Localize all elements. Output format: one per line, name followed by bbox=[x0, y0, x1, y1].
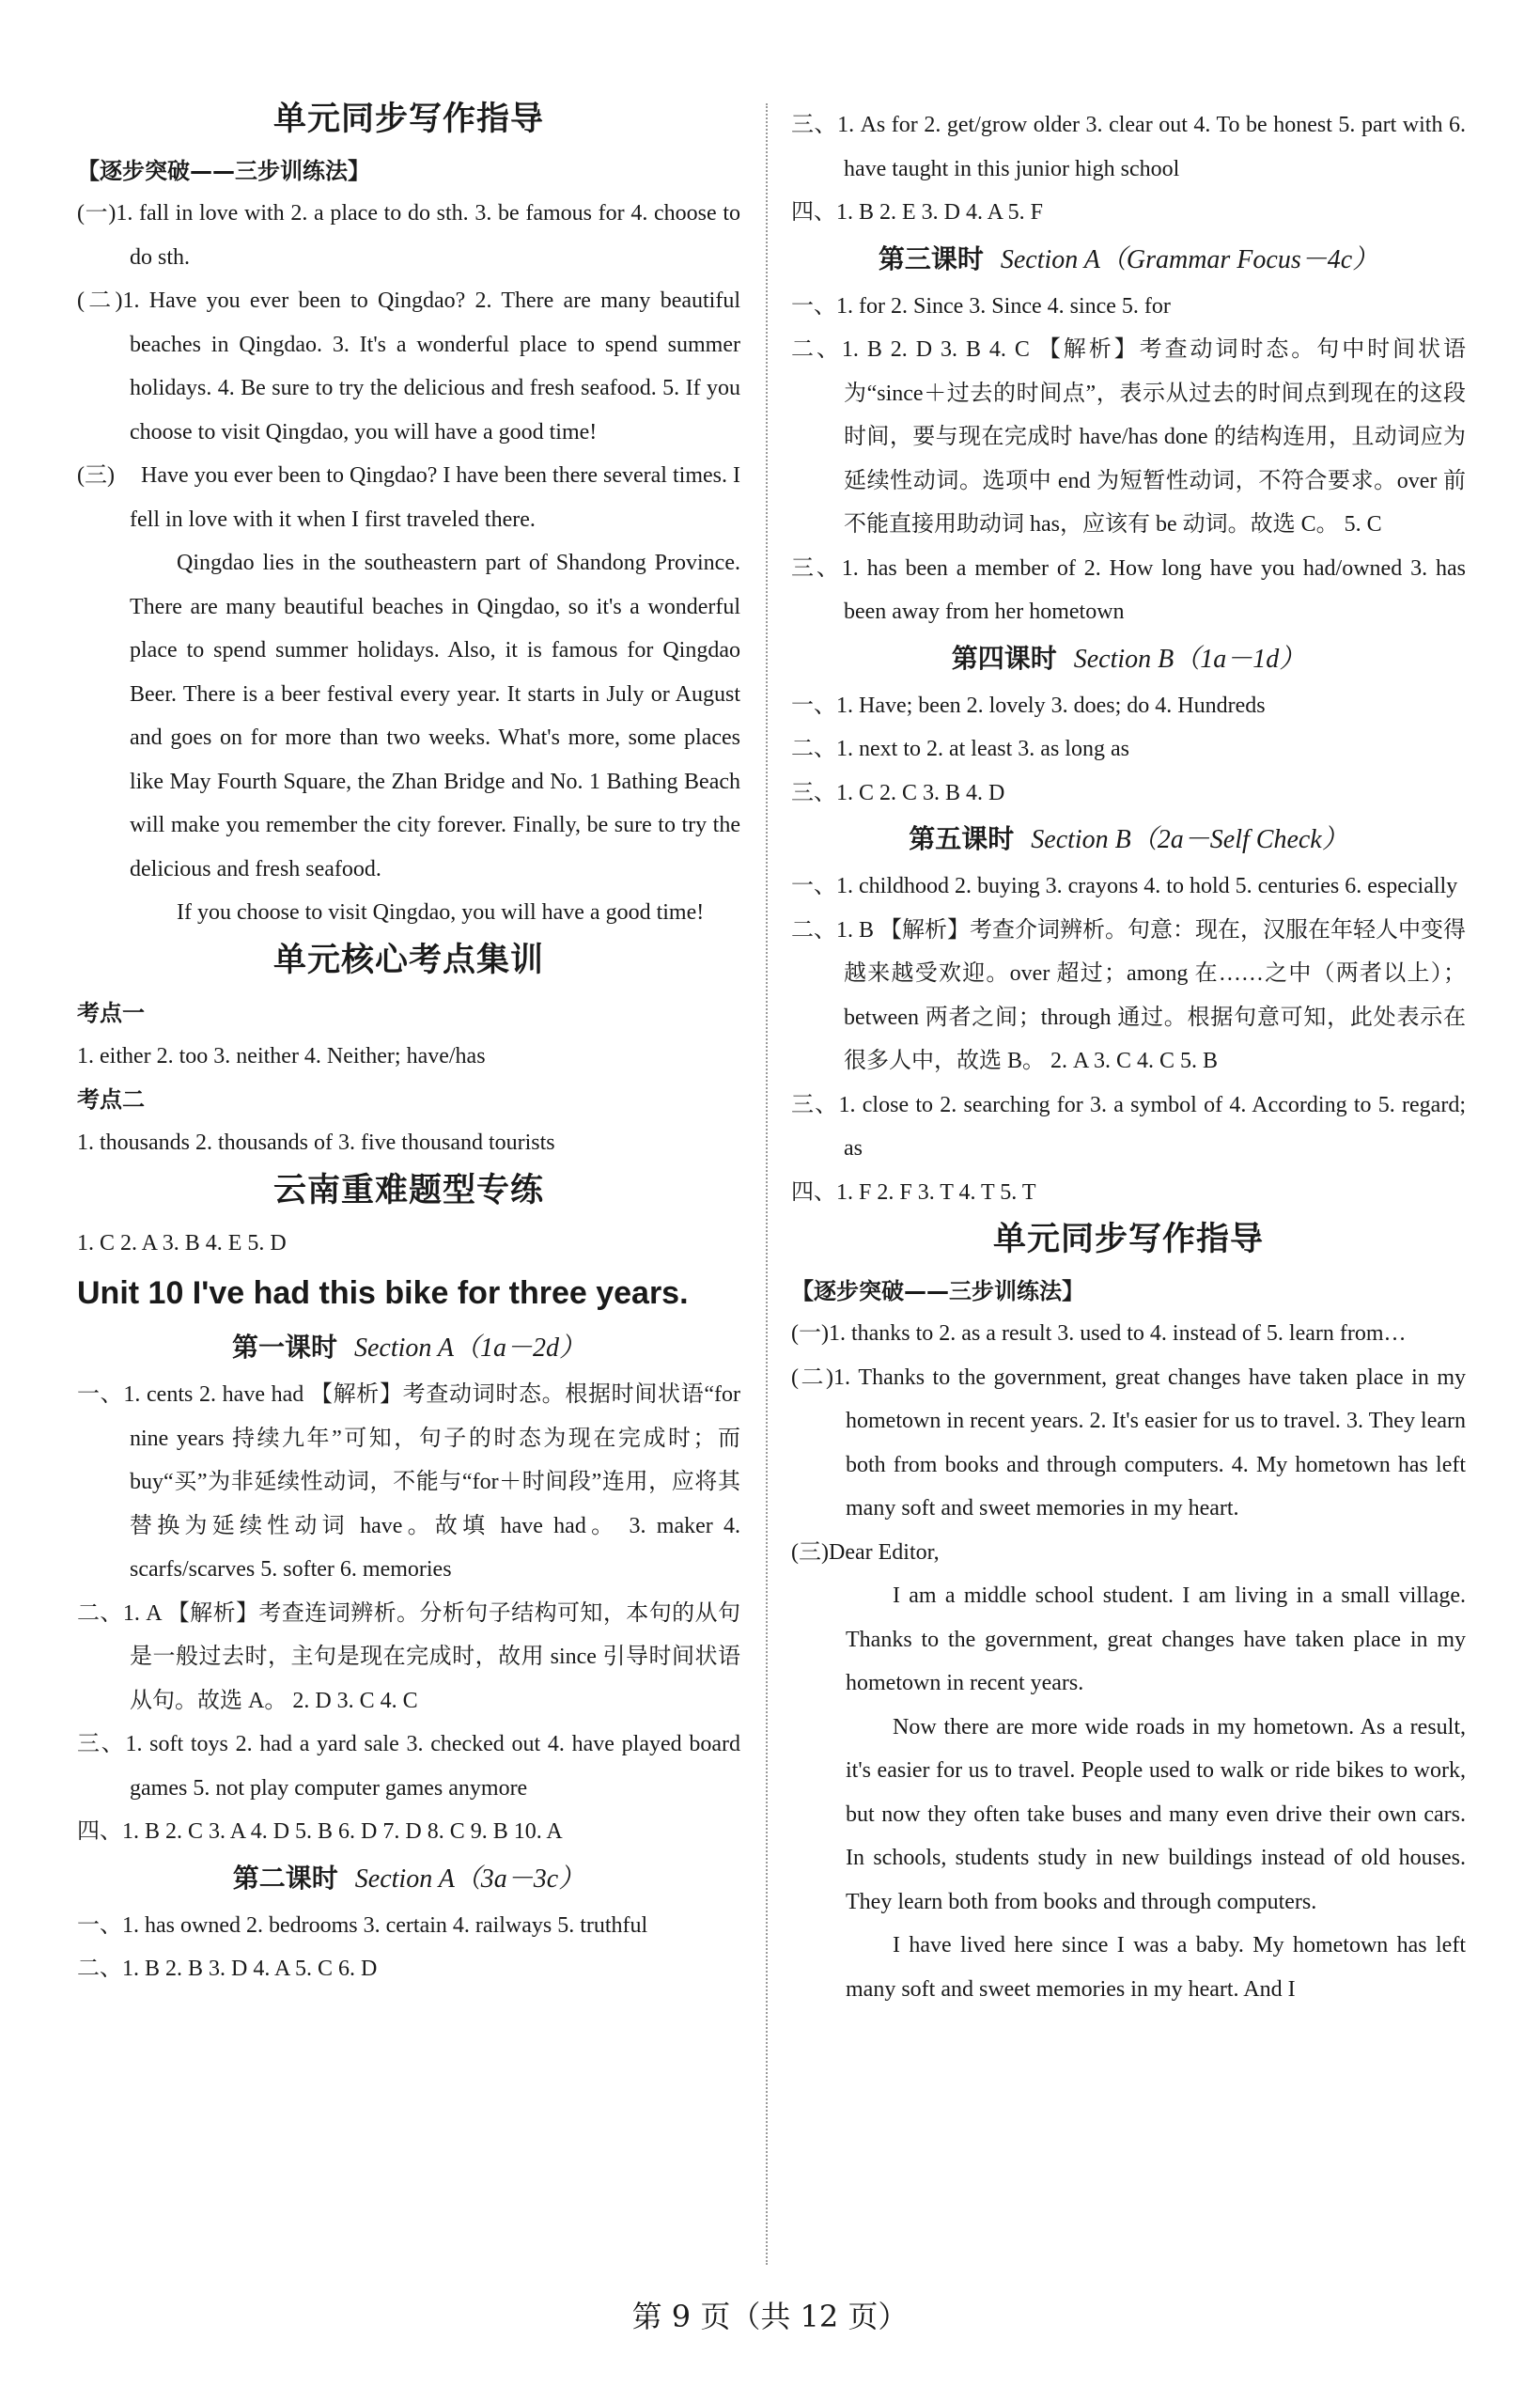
lesson-1-part-1: 一、1. cents 2. have had 【解析】考查动词时态。根据时间状语“for nine years 持续九年”可知，句子的时态为现在完成时；而 buy“买”为非延续性动词，不能与“for＋时间段”连用，应将其替换为延续性动词 have。故填 have had。 3. maker 4. scarfs/scarves 5. softer 6. memories bbox=[77, 1382, 740, 1582]
lesson-1-heading: 第一课时 Section A（1a－2d） bbox=[231, 1332, 586, 1363]
lesson-2-part-2: 二、1. B 2. B 3. D 4. A 5. C 6. D bbox=[77, 1957, 378, 1981]
writing2-part-3-label: (三) bbox=[791, 1539, 829, 1565]
section-title-writing: 单元同步写作指导 bbox=[272, 101, 544, 138]
writing-part-1: (一)1. fall in love with 2. a place to do sth. 3. be famous for 4. choose to do sth. bbox=[77, 201, 740, 270]
letter-paragraph: I have lived here since I was a baby. My hometown has left many soft and sweet memories in my heart. And I bbox=[846, 1933, 1466, 2002]
writing2-part-1: (一)1. thanks to 2. as a result 3. used to 4. instead of 5. learn from… bbox=[791, 1321, 1407, 1346]
left-column bbox=[77, 94, 740, 1991]
lesson-5-part-2: 二、1. B 【解析】考查介词辨析。句意：现在，汉服在年轻人中变得越来越受欢迎。over 超过；among 在……之中（两者以上）；between 两者之间；through 通过。根据句意可知，此处表示在很多人中，故选 B。 2. A 3. C 4. C 5. B bbox=[791, 917, 1467, 1073]
lesson-5-heading: 第五课时 Section B（2a－Self Check） bbox=[909, 823, 1348, 854]
writing2-part-3-greeting bbox=[791, 1531, 1466, 1575]
right-column bbox=[791, 103, 1466, 2011]
lesson-1-part-4: 四、1. B 2. C 3. A 4. D 5. B 6. D 7. D 8. C 9. B 10. A bbox=[77, 1819, 563, 1844]
lesson-2-heading: 第二课时 Section A（3a－3c） bbox=[232, 1862, 585, 1894]
writing-part-3-label: (三) bbox=[77, 463, 116, 488]
writing-part-3-p1 bbox=[77, 454, 740, 541]
letter-paragraph: Now there are more wide roads in my hometown. As a result, it's easier for us to travel. People used to walk or ride bikes to work, but now they often take buses and many even drive their own cars. In schools, students study in new buildings instead of old houses. They learn both from books and through computers. bbox=[846, 1714, 1466, 1914]
kaodian-2-answers: 1. thousands 2. thousands of 3. five thousand tourists bbox=[77, 1131, 555, 1155]
step-label: 【逐步突破——三步训练法】 bbox=[77, 158, 370, 184]
lesson-4-part-2: 二、1. next to 2. at least 3. as long as bbox=[791, 737, 1129, 761]
lesson-5-part-1: 一、1. childhood 2. buying 3. crayons 4. to hold 5. centuries 6. especially bbox=[791, 874, 1458, 898]
lesson-2-part-3: 三、1. As for 2. get/grow older 3. clear out 4. To be honest 5. part with 6. have taught in this junior high school bbox=[791, 113, 1466, 181]
writing-part-2: (二)1. Have you ever been to Qingdao? 2. There are many beautiful beaches in Qingdao. 3. It's a wonderful place to spend summer holidays. 4. Be sure to try the delicious and fresh seafood. 5. If you choose to visit Qingdao, you will have a good time! bbox=[77, 289, 740, 445]
writing2-part-2: (二)1. Thanks to the government, great changes have taken place in my hometown in recent years. 2. It's easier for us to travel. 3. They learn both from books and through computers. 4. My hometown has left many soft and sweet memories in my heart. bbox=[791, 1365, 1466, 1521]
column-divider bbox=[766, 103, 768, 2265]
page-number: 第 9 页（共 12 页） bbox=[631, 2299, 909, 2334]
lesson-3-part-2: 二、1. B 2. D 3. B 4. C 【解析】考查动词时态。句中时间状语为“since＋过去的时间点”，表示从过去的时间点到现在的这段时间，要与现在完成时 have/has done 的结构连用，且动词应为延续性动词。选项中 end 为短暂性动词，不符合要求。over 前不能直接用助动词 has，应该有 be 动词。故选 C。 5. C bbox=[791, 337, 1466, 537]
unit-title: Unit 10 I've had this bike for three years. bbox=[77, 1275, 689, 1311]
lesson-1-part-3: 三、1. soft toys 2. had a yard sale 3. checked out 4. have played board games 5. not play computer games anymore bbox=[77, 1732, 740, 1801]
kaodian-1-answers: 1. either 2. too 3. neither 4. Neither; have/has bbox=[77, 1043, 486, 1068]
lesson-5-part-4: 四、1. F 2. F 3. T 4. T 5. T bbox=[791, 1179, 1036, 1205]
lesson-4-heading: 第四课时 Section B（1a－1d） bbox=[951, 642, 1306, 674]
lesson-3-part-1: 一、1. for 2. Since 3. Since 4. since 5. for bbox=[791, 293, 1171, 319]
letter-greeting: Dear Editor, bbox=[828, 1539, 940, 1565]
kaodian-2-label: 考点二 bbox=[77, 1086, 145, 1113]
lesson-4-part-1: 一、1. Have; been 2. lovely 3. does; do 4. Hundreds bbox=[791, 693, 1266, 718]
lesson-1-part-2: 二、1. A 【解析】考查连词辨析。分析句子结构可知，本句的从句是一般过去时，主句是现在完成时，故用 since 引导时间状语从句。故选 A。 2. D 3. C 4. C bbox=[77, 1600, 740, 1713]
letter-paragraph: I am a middle school student. I am living in a small village. Thanks to the government, great changes have taken place in my hometown in recent years. bbox=[846, 1583, 1466, 1695]
essay-paragraph: If you choose to visit Qingdao, you will have a good time! bbox=[177, 900, 705, 925]
lesson-2-part-4: 四、1. B 2. E 3. D 4. A 5. F bbox=[791, 200, 1044, 225]
kaodian-1-label: 考点一 bbox=[77, 999, 145, 1026]
lesson-4-part-3: 三、1. C 2. C 3. B 4. D bbox=[791, 780, 1005, 805]
section-title-yunnan: 云南重难题型专练 bbox=[272, 1171, 544, 1209]
step-label-2: 【逐步突破——三步训练法】 bbox=[791, 1278, 1084, 1304]
lesson-5-part-3: 三、1. close to 2. searching for 3. a symbol of 4. According to 5. regard; as bbox=[791, 1092, 1466, 1161]
section-title-core: 单元核心考点集训 bbox=[272, 941, 544, 979]
yunnan-answers: 1. C 2. A 3. B 4. E 5. D bbox=[77, 1230, 287, 1256]
lesson-3-part-3: 三、1. has been a member of 2. How long have you had/owned 3. has been away from her hometown bbox=[791, 555, 1466, 624]
essay-paragraph: Qingdao lies in the southeastern part of Shandong Province. There are many beautiful beaches in Qingdao, so it's a wonderful place to spend summer holidays. Also, it is famous for Qingdao Beer. There is a beer festival every year. It starts in July or August and goes on for more than two weeks. What's more, some places like May Fourth Square, the Zhan Bridge and No. 1 Bathing Beach will make you remember the city forever. Finally, be sure to try the delicious and fresh seafood. bbox=[130, 551, 740, 881]
essay-paragraph: Have you ever been to Qingdao? I have been there several times. I fell in love with it when I first traveled there. bbox=[130, 463, 740, 532]
lesson-2-part-1: 一、1. has owned 2. bedrooms 3. certain 4. railways 5. truthful bbox=[77, 1912, 648, 1938]
lesson-3-heading: 第三课时 Section A（Grammar Focus－4c） bbox=[878, 242, 1379, 274]
section-title-writing-2: 单元同步写作指导 bbox=[992, 1221, 1264, 1258]
